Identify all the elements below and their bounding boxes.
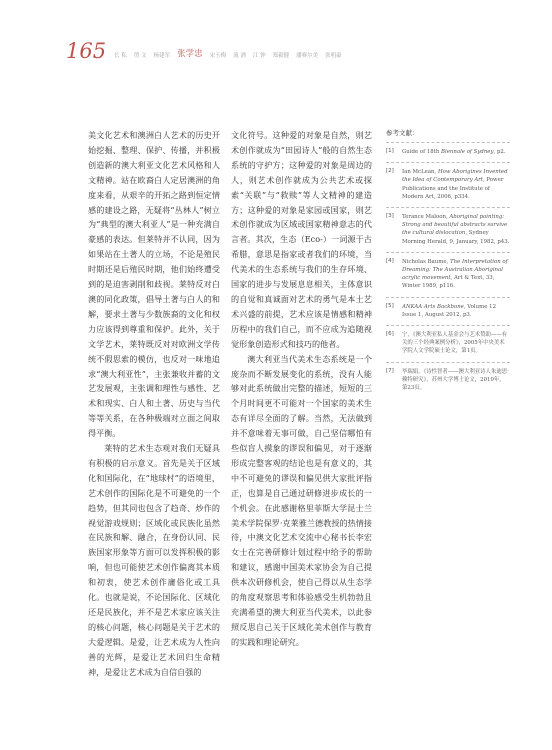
reference-number: [4] <box>386 257 394 264</box>
nav-item[interactable]: 流 洒 <box>233 53 246 59</box>
reference-text: Guide of 18th Biennale of Sydney, p2. <box>402 149 506 155</box>
reference-item <box>386 142 510 162</box>
paragraph: 美文化艺术和澳洲白人艺术的历史开始挖掘、整理、保护、传播，并积极创造新的澳大利亚文化艺术风格和人文精神。站在欧裔白人定居澳洲的角度来看，从艰辛的开拓之路到恒定情感的建设之路，无疑将“丛林人”树立为“典型的澳大利亚人”是一种充满自豪感的表达。但莱特并不认同，因为如果站在土著人的立场，不论是殖民时期还是后殖民时期，他们始终遭受到的是迫害剥削和歧视。莱特反对白澳的同化政策，倡导土著与白人的和解，要求土著与少数族裔的文化和权力应该得到尊重和保护。此外，关于文学艺术，莱特既反对对欧洲文学传统不假思索的模仿，也反对一味地追求“澳大利亚性”，主张兼收并蓄的文艺发展观，主张调和理性与感性、艺术和现实、白人和土著、历史与当代等等关系，在各种极端对立面之间取得平衡。 <box>88 130 220 439</box>
nav-item[interactable]: 杨建军 <box>153 53 171 59</box>
reference-number: [1] <box>386 148 394 154</box>
page-header <box>66 36 342 62</box>
reference-text: ANKAA Arts Backbone, Volume 12 Issue 1, August 2012, p3. <box>402 303 496 318</box>
reference-number: [3] <box>386 213 394 220</box>
reference-number: [6] <box>386 331 394 338</box>
references-title: 参考文献： <box>386 129 419 137</box>
article-column-2 <box>231 128 372 650</box>
reference-item <box>386 252 510 297</box>
reference-item <box>386 207 510 252</box>
reference-text: Ian McLean, How Aborigines Invented the Idea of Contemporary Art, Power Publications and the Institute of Modern Art, 2006, p334. <box>402 169 508 200</box>
page-number: 165 <box>66 39 107 63</box>
reference-item <box>386 325 510 362</box>
paragraph: 文化符号。这种爱的对象是自然，则艺术创作就成为“田园诗人”般的自然生态系统的守护方；这种爱的对象是周边的人，则艺术创作就成为公共艺术或探索“关联”与“救赎”等人文精神的建造方；这种爱的对象是家园或国家，则艺术创作就成为区域或国家精神意志的代言者。其次，生态（Eco-）一词源于古希腊，意思是指家或者我们的环境，当代美术的生态系统与我们的生存环境、国家的进步与发展息息相关，主体意识的自觉和真诚面对艺术的勇气是本土艺术兴盛的前提，艺术应该是情感和精神历程中的我们自己，而不应成为追随视觉形象创造形式和技巧的他者。 <box>231 130 372 349</box>
reference-item <box>386 297 510 325</box>
paragraph: 澳大利亚当代美术生态系统是一个庞杂而不断发展变化的系统，没有人能够对此系统做出完整的描述，短短的三个月时间更不可能对一个国家的美术生态有详尽全面的了解。当然，无法做到并不意味着无事可做，自己坚信哪怕有些似盲人摸象的谬误和偏见，对于逐渐形成完整客观的结论也是有意义的，其中不可避免的谬误和偏见供大家批评指正，也算是自己通过研修进步成长的一个机会。在此感谢格里菲斯大学昆士兰美术学院保罗·克莱雅兰德教授的热情接待，中澳文化艺术交流中心秘书长李宏女士在完善研修计划过程中给予的帮助和建议，感谢中国美术家协会为自己提供本次研修机会，使自己得以从生态学的角度观察思考和体验感受生机勃勃且充满希望的澳大利亚当代美术，以此参照反思自己关于区域化美术创作与教育的实践和理论研究。 <box>231 353 372 647</box>
reference-title-italic: The Interpretation of Dreaming: The Australian Aboriginal acrylic movement <box>402 258 508 282</box>
nav-item[interactable]: 江 钟 <box>252 53 266 59</box>
references <box>386 128 510 398</box>
nav-item[interactable]: 张明豪 <box>325 53 342 59</box>
nav-item[interactable]: 剪 文 <box>133 53 147 59</box>
nav-item[interactable]: 宋玉梅 <box>209 53 227 59</box>
reference-title-italic: How Aborigines Invented the Idea of Contemporary Art <box>402 169 508 184</box>
reference-text: Terance Maloon, Aboriginal painting: Strong and beautiful abstracts survive the cultural dislocation, Sydney Morning Herald, 9, January, 1982, p43. <box>402 214 510 245</box>
reference-title-italic: ANKAA Arts Backbone <box>402 303 464 310</box>
nav-item[interactable]: 潘赛尔美 <box>296 53 319 59</box>
header-nav <box>114 47 342 62</box>
reference-number: [2] <box>386 168 394 175</box>
reference-text: 毕瑞娟，《诗性智者——澳大利亚诗人朱迪思·赖特研究》，苏州大学博士论文，2010年，第23页。 <box>402 368 509 392</box>
reference-item <box>386 162 510 207</box>
nav-item[interactable]: 长 私 <box>114 53 127 59</box>
reference-number: [5] <box>386 302 394 309</box>
article-column-1 <box>88 128 220 680</box>
nav-item-active[interactable]: 张学忠 <box>177 49 203 59</box>
reference-number: [7] <box>386 367 394 374</box>
nav-item[interactable]: 郑毅健 <box>272 53 290 59</box>
reference-title-italic: Biennale of Sydney <box>441 149 494 155</box>
reference-text: 宁，《澳大利亚私人基金会与艺术赞助——有关的三个经典案例分析》，2005年中央美术学院人文学院硕士论文，第1页。 <box>402 332 508 355</box>
reference-title-italic: Aboriginal painting: Strong and beautiful abstracts survive the cultural dislocation <box>402 214 508 237</box>
reference-list <box>386 142 510 398</box>
reference-text: Nicholas Baume, The Interpretation of Dreaming: The Australian Aboriginal acrylic movement, Art & Text, 33, Winter 1989, p116. <box>402 258 508 290</box>
reference-item <box>386 362 510 399</box>
paragraph: 莱特的艺术生态观对我们无疑具有积极的启示意义。首先是关于区域化和国际化，在“地球村”的语境里，艺术创作的国际化是不可避免的一个趋势，但其同也包含了趋奇、炒作的视觉游戏规则；区域化或民族化虽然在民族和解、融合，在身份认同、民族国家形象等方面可以发挥积极的影响，但也可能使艺术创作偏离其本质和初衷，使艺术创作庸俗化或工具化。也就是说，不论国际化、区域化还是民族化，并不是艺术家应该关注的核心问题，核心问题是关于艺术的大爱逻辑。是爱，让艺术成为人性向善的光辉，是爱让艺术回归生命精神，是爱让艺术成为自信自强的 <box>88 443 220 677</box>
